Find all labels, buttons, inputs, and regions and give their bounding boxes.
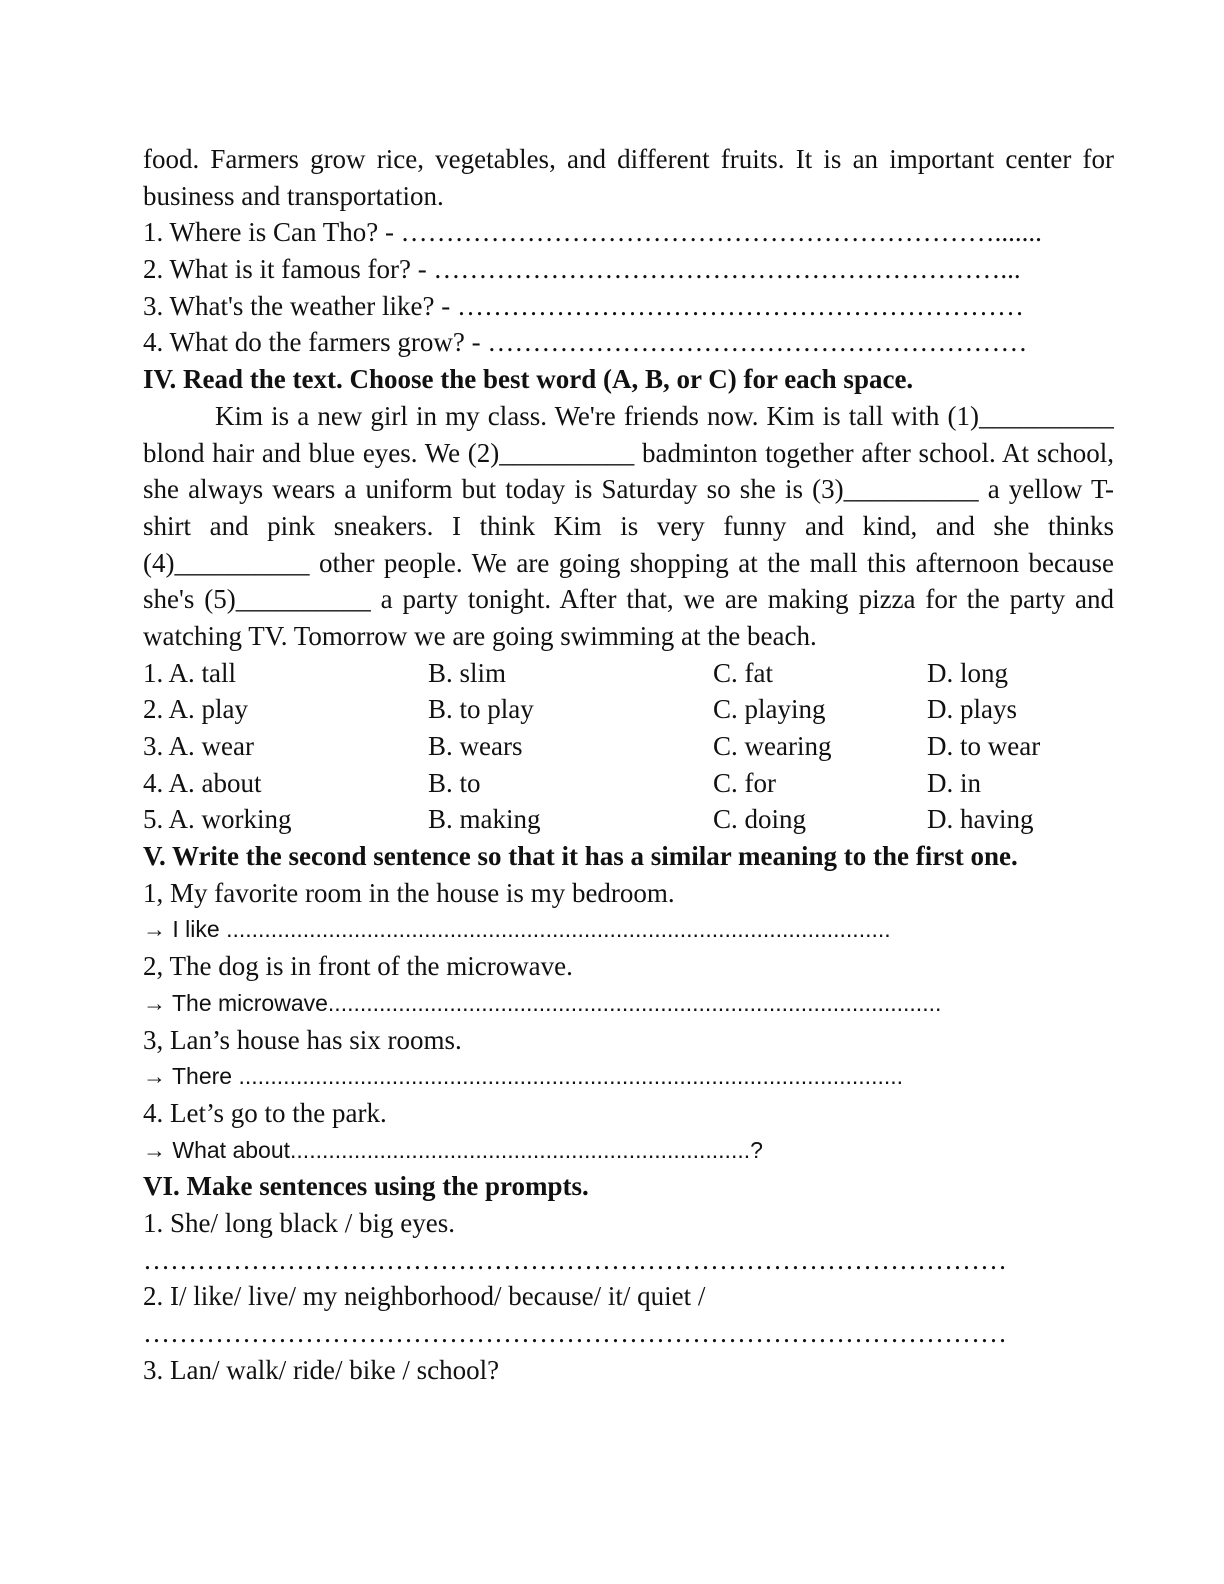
prompt-answer-line: …………………………………………………………………………………… xyxy=(143,1244,1007,1275)
option-c: C. doing xyxy=(713,804,807,835)
option-d: D. plays xyxy=(927,694,1017,725)
option-d: D. having xyxy=(927,804,1034,835)
passage-line: she always wears a uniform but today is Saturday so she is (3)__________ a yellow T- xyxy=(143,474,1114,505)
reading-text-line: food. Farmers grow rice, vegetables, and different fruits. It is an important center for xyxy=(143,144,1114,174)
rewrite-answer-line: → The microwave................................................................................................ xyxy=(143,989,942,1016)
option-b: B. slim xyxy=(428,657,507,688)
option-a: 5. A. working xyxy=(143,804,292,835)
rewrite-answer-line: → What about........................................................................? xyxy=(143,1136,763,1163)
passage-line: she's (5)__________ a party tonight. After that, we are making pizza for the party and xyxy=(143,584,1114,615)
prompt-sentence: 2. I/ like/ live/ my neighborhood/ because/ it/ quiet / xyxy=(143,1281,706,1312)
rewrite-answer-line: → There ........................................................................................................ xyxy=(143,1063,904,1090)
reading-text-line: business and transportation. xyxy=(143,180,444,211)
option-row xyxy=(143,691,1114,728)
option-c: C. fat xyxy=(713,657,773,688)
rewrite-sentence: 1, My favorite room in the house is my bedroom. xyxy=(143,877,675,908)
option-row xyxy=(143,655,1114,692)
option-b: B. to xyxy=(428,767,481,798)
rewrite-sentence: 4. Let’s go to the park. xyxy=(143,1097,387,1128)
option-c: C. for xyxy=(713,767,776,798)
prompt-sentence: 3. Lan/ walk/ ride/ bike / school? xyxy=(143,1354,500,1385)
passage-line: Kim is a new girl in my class. We're friends now. Kim is tall with (1)__________ xyxy=(215,400,1114,431)
option-b: B. to play xyxy=(428,694,534,725)
option-a: 1. A. tall xyxy=(143,657,236,688)
passage-line: (4)__________ other people. We are going shopping at the mall this afternoon because xyxy=(143,547,1114,578)
rewrite-sentence: 2, The dog is in front of the microwave. xyxy=(143,951,573,982)
rewrite-answer-line: → I like ........................................................................................................ xyxy=(143,916,891,943)
passage-line: watching TV. Tomorrow we are going swimming at the beach. xyxy=(143,620,817,651)
option-c: C. playing xyxy=(713,694,826,725)
passage-line: blond hair and blue eyes. We (2)__________ badminton together after school. At school, xyxy=(143,437,1114,468)
passage-line: shirt and pink sneakers. I think Kim is very funny and kind, and she thinks xyxy=(143,510,1114,541)
option-d: D. in xyxy=(927,767,981,798)
prompt-answer-line: …………………………………………………………………………………… xyxy=(143,1318,1007,1348)
option-a: 4. A. about xyxy=(143,767,262,798)
reading-question: 1. Where is Can Tho? - …………………………………………………………....... xyxy=(143,217,1042,248)
worksheet-page xyxy=(143,141,1114,1388)
option-row xyxy=(143,765,1114,802)
option-a: 3. A. wear xyxy=(143,731,254,761)
reading-question: 3. What's the weather like? - ……………………………………………………… xyxy=(143,290,1024,321)
option-d: D. long xyxy=(927,657,1008,688)
option-b: B. wears xyxy=(428,731,523,761)
prompt-sentence: 1. She/ long black / big eyes. xyxy=(143,1207,455,1238)
section-heading-vi: VI. Make sentences using the prompts. xyxy=(143,1171,589,1202)
option-b: B. making xyxy=(428,804,541,835)
reading-question: 2. What is it famous for? - ………………………………………………………... xyxy=(143,254,1021,285)
option-row xyxy=(143,728,1114,765)
section-heading-iv: IV. Read the text. Choose the best word (A, B, or C) for each space. xyxy=(143,364,914,395)
section-heading-v: V. Write the second sentence so that it has a similar meaning to the first one. xyxy=(143,841,1018,872)
option-row xyxy=(143,801,1114,838)
reading-question: 4. What do the farmers grow? - …………………………………………………… xyxy=(143,327,1028,358)
option-c: C. wearing xyxy=(713,731,832,761)
option-a: 2. A. play xyxy=(143,694,248,725)
option-d: D. to wear xyxy=(927,731,1041,761)
rewrite-sentence: 3, Lan’s house has six rooms. xyxy=(143,1024,462,1055)
